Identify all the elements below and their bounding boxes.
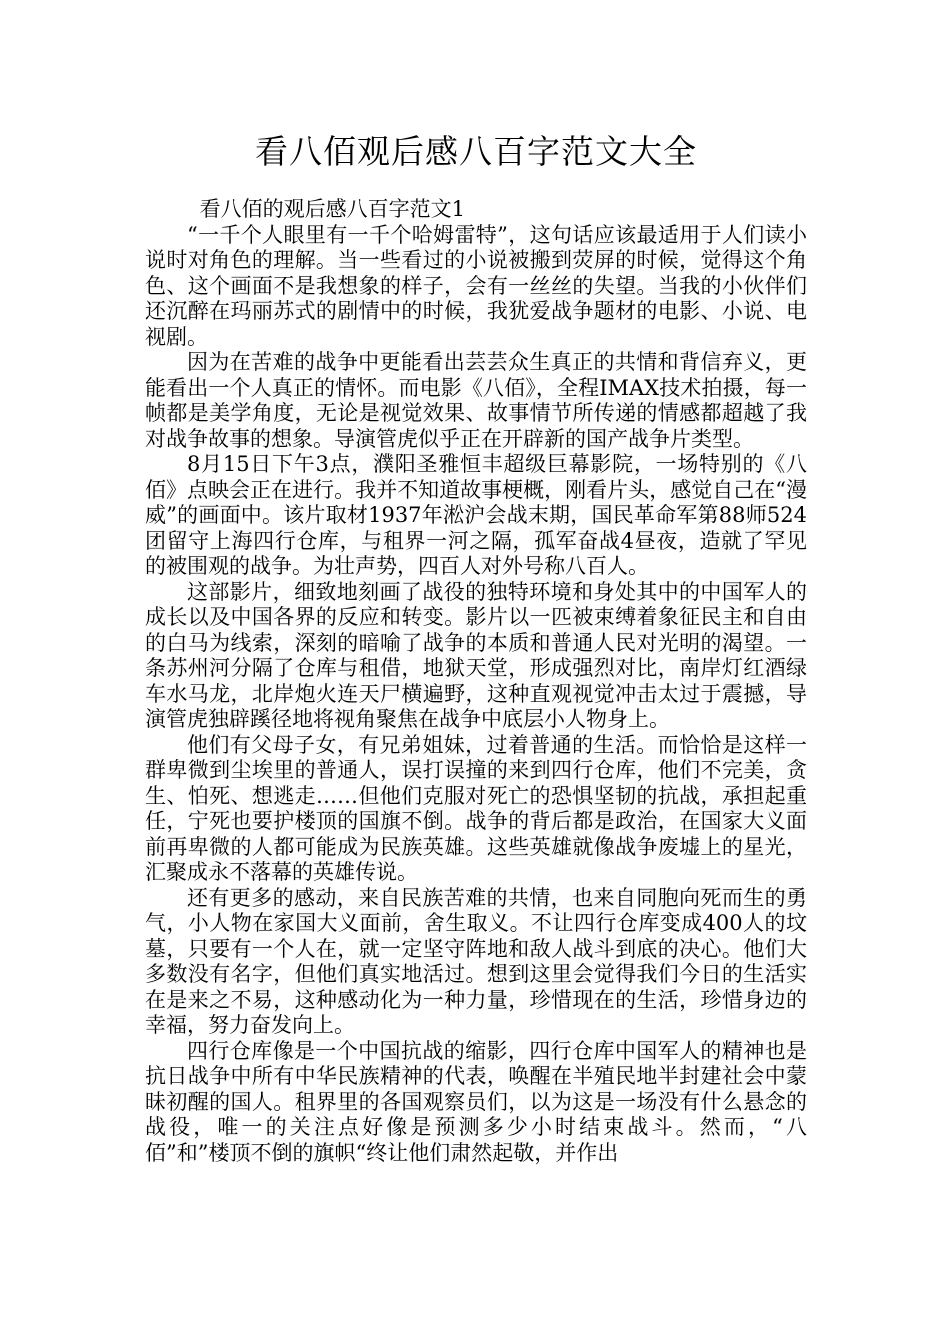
document-page xyxy=(145,0,807,1166)
body-paragraph: 因为在苦难的战争中更能看出芸芸众生真正的共情和背信弃义，更能看出一个人真正的情怀。而电影《八佰》，全程IMAX技术拍摄，每一帧都是美学角度，无论是视觉效果、故事情节所传递的情感都超越了我对战争故事的想象。导演管虎似乎正在开辟新的国产战争片类型。 xyxy=(145,350,807,451)
body-paragraph: “一千个人眼里有一千个哈姆雷特”，这句话应该最适用于人们读小说时对角色的理解。当一些看过的小说被搬到荧屏的时候，觉得这个角色、这个画面不是我想象的样子，会有一丝丝的失望。当我的小伙伴们还沉醉在玛丽苏式的剧情中的时候，我犹爱战争题材的电影、小说、电视剧。 xyxy=(145,222,807,349)
body-paragraph: 还有更多的感动，来自民族苦难的共情，也来自同胞向死而生的勇气，小人物在家国大义面前，舍生取义。不让四行仓库变成400人的坟墓，只要有一个人在，就一定坚守阵地和敌人战斗到底的决心。他们大多数没有名字，但他们真实地活过。想到这里会觉得我们今日的生活实在是来之不易，这种感动化为一种力量，珍惜现在的生活，珍惜身边的幸福，努力奋发向上。 xyxy=(145,885,807,1037)
document-body xyxy=(145,197,807,1166)
body-paragraph: 8月15日下午3点，濮阳圣雅恒丰超级巨幕影院，一场特别的《八佰》点映会正在进行。我并不知道故事梗概，刚看片头，感觉自己在“漫威”的画面中。该片取材1937年淞沪会战末期，国民革命军第88师524团留守上海四行仓库，与租界一河之隔，孤军奋战4昼夜，造就了罕见的被围观的战争。为壮声势，四百人对外号称八百人。 xyxy=(145,452,807,578)
body-paragraph: 四行仓库像是一个中国抗战的缩影，四行仓库中国军人的精神也是抗日战争中所有中华民族精神的代表，唤醒在半殖民地半封建社会中蒙昧初醒的国人。租界里的各国观察员们，以为这是一场没有什么悬念的战役，唯一的关注点好像是预测多少小时结束战斗。然而，“八佰”和”楼顶不倒的旗帜“终让他们肃然起敬，并作出 xyxy=(145,1038,807,1165)
section-heading: 看八佰的观后感八百字范文1 xyxy=(199,197,465,221)
body-paragraph: 这部影片，细致地刻画了战役的独特环境和身处其中的中国军人的成长以及中国各界的反应和转变。影片以一匹被束缚着象征民主和自由的白马为线索，深刻的暗喻了战争的本质和普通人民对光明的渴望。一条苏州河分隔了仓库与租借，地狱天堂，形成强烈对比，南岸灯红酒绿车水马龙，北岸炮火连天尸横遍野，这种直观视觉冲击太过于震撼，导演管虎独辟蹊径地将视角聚焦在战争中底层小人物身上。 xyxy=(145,579,807,731)
document-title: 看八佰观后感八百字范文大全 xyxy=(255,132,697,171)
body-paragraph: 他们有父母子女，有兄弟姐妹，过着普通的生活。而恰恰是这样一群卑微到尘埃里的普通人，误打误撞的来到四行仓库，他们不完美，贪生、怕死、想逃走……但他们克服对死亡的恐惧坚韧的抗战，承担起重任，宁死也要护楼顶的国旗不倒。战争的背后都是政治，在国家大义面前再卑微的人都可能成为民族英雄。这些英雄就像战争废墟上的星光，汇聚成永不落幕的英雄传说。 xyxy=(145,732,807,884)
